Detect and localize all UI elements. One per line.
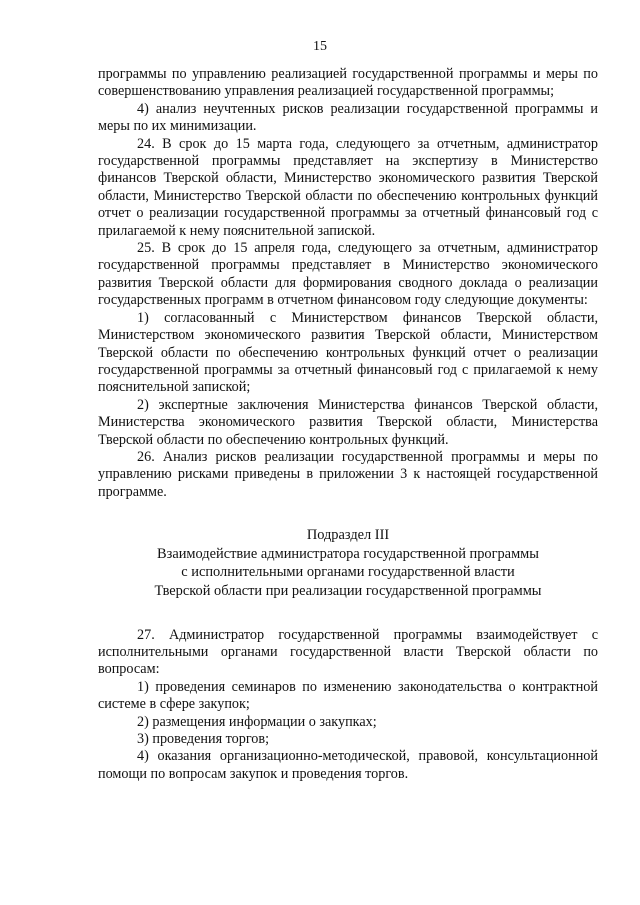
paragraph-27-item-4: 4) оказания организационно-методической, правовой, консультационной помощи по вопросам закупок и проведения торгов. xyxy=(98,748,598,782)
paragraph-25: 25. В срок до 15 апреля года, следующего за отчетным, администратор государственной программы представляет в Министерство экономического развития Тверской области для формирования сводного доклада о реализации государственных программ в отчетном финансовом году следующие документы: xyxy=(98,240,598,309)
paragraph-25-item-1: 1) согласованный с Министерством финансов Тверской области, Министерством экономического развития Тверской области, Министерством Тверской области по обеспечению контрольных функций отчет о реализации государственной программы за отчетный финансовый год с прилагаемой к нему пояснительной запиской; xyxy=(98,309,598,396)
subsection-title-line: Взаимодействие администратора государственной программы xyxy=(157,545,539,562)
paragraph-27-item-1: 1) проведения семинаров по изменению законодательства о контрактной системе в сфере закупок; xyxy=(98,678,598,713)
subsection-title-line: Тверской области при реализации государственной программы xyxy=(154,582,542,599)
paragraph-27-item-2: 2) размещения информации о закупках; xyxy=(137,713,377,730)
document-body xyxy=(98,66,598,783)
page-number: 15 xyxy=(313,39,327,54)
paragraph-25-item-2: 2) экспертные заключения Министерства финансов Тверской области, Министерства экономического развития Тверской области, Министерства Тверской области по обеспечению контрольных функций. xyxy=(98,396,598,448)
subsection-title-line: с исполнительными органами государственной власти xyxy=(181,564,515,581)
subsection-label: Подраздел III xyxy=(306,527,390,544)
paragraph-continuation: программы по управлению реализацией государственной программы и меры по совершенствованию управления реализацией государственной программы; xyxy=(98,66,598,100)
spacer xyxy=(98,601,598,627)
subsection-heading xyxy=(98,526,598,600)
paragraph-24: 24. В срок до 15 марта года, следующего за отчетным, администратор государственной программы представляет на экспертизу в Министерство финансов Тверской области, Министерство экономического развития Тверской области, Министерство Тверской области по обеспечению контрольных функций отчет о реализации государственной программы за отчетный финансовый год с прилагаемой к нему пояснительной запиской. xyxy=(98,135,598,239)
spacer xyxy=(98,501,598,526)
paragraph-27-item-3: 3) проведения торгов; xyxy=(137,730,270,747)
paragraph-item-4: 4) анализ неучтенных рисков реализации государственной программы и меры по их минимизации. xyxy=(98,100,598,135)
paragraph-26: 26. Анализ рисков реализации государственной программы и меры по управлению рисками приведены в приложении 3 к настоящей государственной программе. xyxy=(98,448,598,500)
paragraph-27: 27. Администратор государственной программы взаимодействует с исполнительными органами государственной власти Тверской области по вопросам: xyxy=(98,626,598,678)
